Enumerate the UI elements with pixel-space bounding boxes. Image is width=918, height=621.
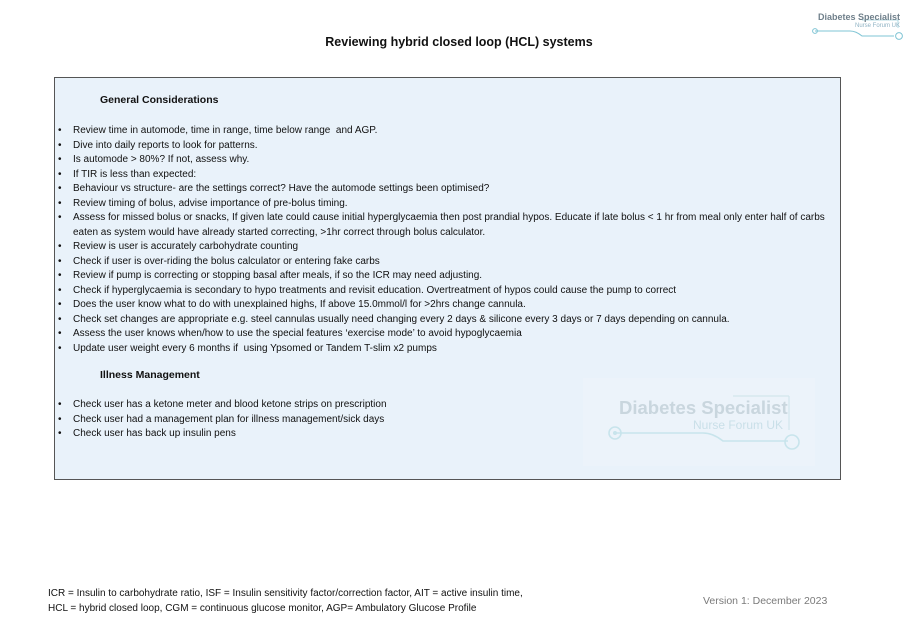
list-item: • Check user has a ketone meter and blood ketone strips on prescription xyxy=(55,398,832,413)
general-considerations-list xyxy=(55,124,832,356)
list-item: • Check if user is over-riding the bolus calculator or entering fake carbs xyxy=(55,255,832,270)
footnote-line: HCL = hybrid closed loop, CGM = continuous glucose monitor, AGP= Ambulatory Glucose Profile xyxy=(48,603,477,614)
watermark-title: Diabetes Specialist xyxy=(619,397,788,418)
list-item: • Review time in automode, time in range, time below range and AGP. xyxy=(55,124,832,139)
list-item: • Check user had a management plan for illness management/sick days xyxy=(55,413,832,428)
page-title: Reviewing hybrid closed loop (HCL) systems xyxy=(325,35,593,49)
list-item: • Assess the user knows when/how to use the special features ‘exercise mode’ to avoid hypoglycaemia xyxy=(55,327,832,342)
list-item: • Check set changes are appropriate e.g. steel cannulas usually need changing every 2 days & silicone every 3 days or 7 days depending on cannula. xyxy=(55,313,832,328)
list-item: • Review if pump is correcting or stopping basal after meals, if so the ICR may need adjusting. xyxy=(55,269,832,284)
general-considerations-heading: General Considerations xyxy=(100,94,219,106)
list-item: • Is automode > 80%? If not, assess why. xyxy=(55,153,832,168)
logo-subtitle: Nurse Forum UK xyxy=(854,23,900,29)
list-item: • Behaviour vs structure- are the settings correct? Have the automode settings been optimised? xyxy=(55,182,832,197)
list-item: • Assess for missed bolus or snacks, If given late could cause initial hyperglycaemia then post prandial hypos. Educate if late bolus < 1 hr from meal only enter half of carbs eaten as system would have already started correcting, >1hr correct through bolus calculator. xyxy=(55,211,832,240)
footnote-line: ICR = Insulin to carbohydrate ratio, ISF = Insulin sensitivity factor/correction factor, AIT = active insulin time, xyxy=(48,588,523,599)
list-item: • Review is user is accurately carbohydrate counting xyxy=(55,240,832,255)
version-label: Version 1: December 2023 xyxy=(703,595,828,607)
list-item: • Check user has back up insulin pens xyxy=(55,427,832,442)
list-item: • Check if hyperglycaemia is secondary to hypo treatments and revisit education. Overtreatment of hypos could cause the pump to correct xyxy=(55,284,832,299)
list-item: • Review timing of bolus, advise importance of pre-bolus timing. xyxy=(55,197,832,212)
watermark-subtitle: Nurse Forum UK xyxy=(693,418,784,432)
list-item: • Update user weight every 6 months if using Ypsomed or Tandem T-slim x2 pumps xyxy=(55,342,832,357)
content-panel xyxy=(54,77,841,480)
illness-management-heading: Illness Management xyxy=(100,369,200,381)
list-item: • Dive into daily reports to look for patterns. xyxy=(55,139,832,154)
abbreviations-footnote xyxy=(48,586,523,616)
illness-management-list xyxy=(55,398,832,442)
logo-title: Diabetes Specialist xyxy=(817,12,900,22)
list-item: • Does the user know what to do with unexplained highs, If above 15.0mmol/l for >2hrs change cannula. xyxy=(55,298,832,313)
list-item: • If TIR is less than expected: xyxy=(55,168,832,183)
